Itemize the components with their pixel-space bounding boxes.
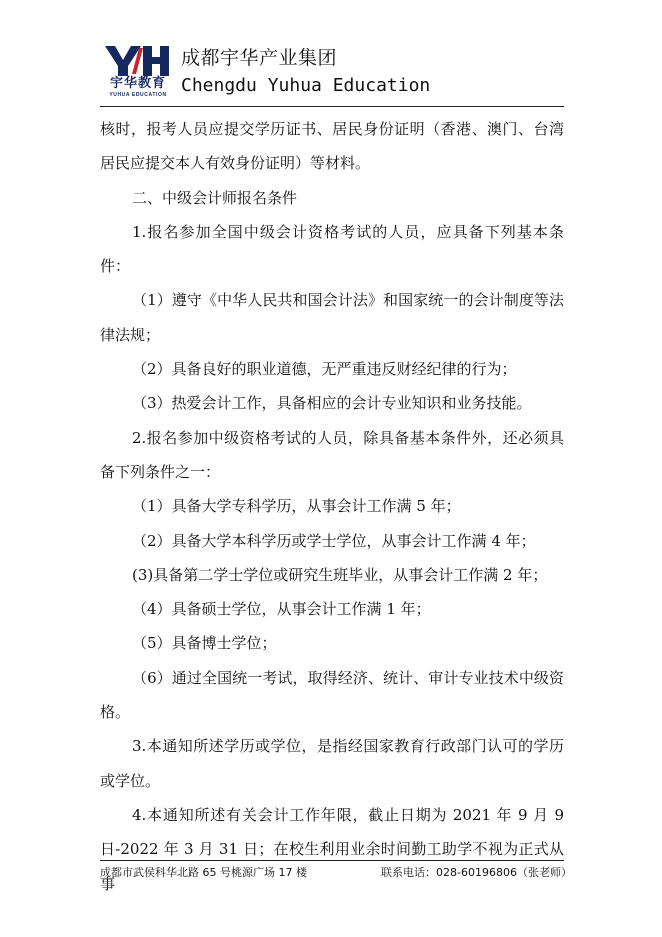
list-item: (3)具备第二学士学位或研究生班毕业，从事会计工作满 2 年； (132, 565, 548, 584)
section-heading: 二、中级会计师报名条件 (132, 188, 298, 207)
yh-logo-mark-icon (103, 44, 171, 78)
footer-divider (100, 860, 564, 861)
paragraph: 1.报名参加全国中级会计资格考试的人员，应具备下列基本条件： (100, 222, 564, 276)
list-item: （2）具备良好的职业道德，无严重违反财经纪律的行为； (132, 360, 517, 379)
logo-english-text: YUHUA EDUCATION (109, 92, 167, 98)
paragraph: 2.报名参加中级资格考试的人员，除具备基本条件外，还必须具备下列条件之一： (100, 428, 564, 481)
list-item: （3）热爱会计工作，具备相应的会计专业知识和业务技能。 (132, 394, 532, 413)
paragraph: 核时，报考人员应提交学历证书、居民身份证明（香港、澳门、台湾居民应提交本人有效身份证明）等材料。 (100, 120, 564, 173)
list-item: （1）遵守《中华人民共和国会计法》和国家统一的会计制度等法律法规； (100, 291, 564, 344)
footer-address: 成都市武侯科华北路 65 号桃源广场 17 楼 (100, 866, 307, 879)
list-item: （4）具备硕士学位，从事会计工作满 1 年； (132, 600, 431, 619)
list-item: （2）具备大学本科学历或学士学位，从事会计工作满 4 年； (132, 531, 536, 550)
list-item: （5）具备博士学位； (132, 634, 277, 653)
page-header (0, 0, 662, 115)
company-logo (103, 44, 171, 100)
list-item: （6）通过全国统一考试，取得经济、统计、审计专业技术中级资格。 (100, 668, 564, 722)
footer-contact: 联系电话：028-60196806（张老师） (381, 866, 572, 879)
header-divider (100, 106, 564, 107)
logo-chinese-text: 宇华教育 (109, 76, 166, 91)
company-name-chinese: 成都宇华产业集团 (181, 47, 338, 69)
list-item: （1）具备大学专科学历，从事会计工作满 5 年； (132, 497, 461, 516)
company-name-english: Chengdu Yuhua Education (181, 75, 431, 96)
paragraph: 4.本通知所述有关会计工作年限，截止日期为 2021 年 9 月 9 日-2022 年 3 月 31 日；在校生利用业余时间勤工助学不视为正式从事 (100, 805, 564, 893)
paragraph: 3.本通知所述学历或学位，是指经国家教育行政部门认可的学历或学位。 (100, 737, 564, 790)
